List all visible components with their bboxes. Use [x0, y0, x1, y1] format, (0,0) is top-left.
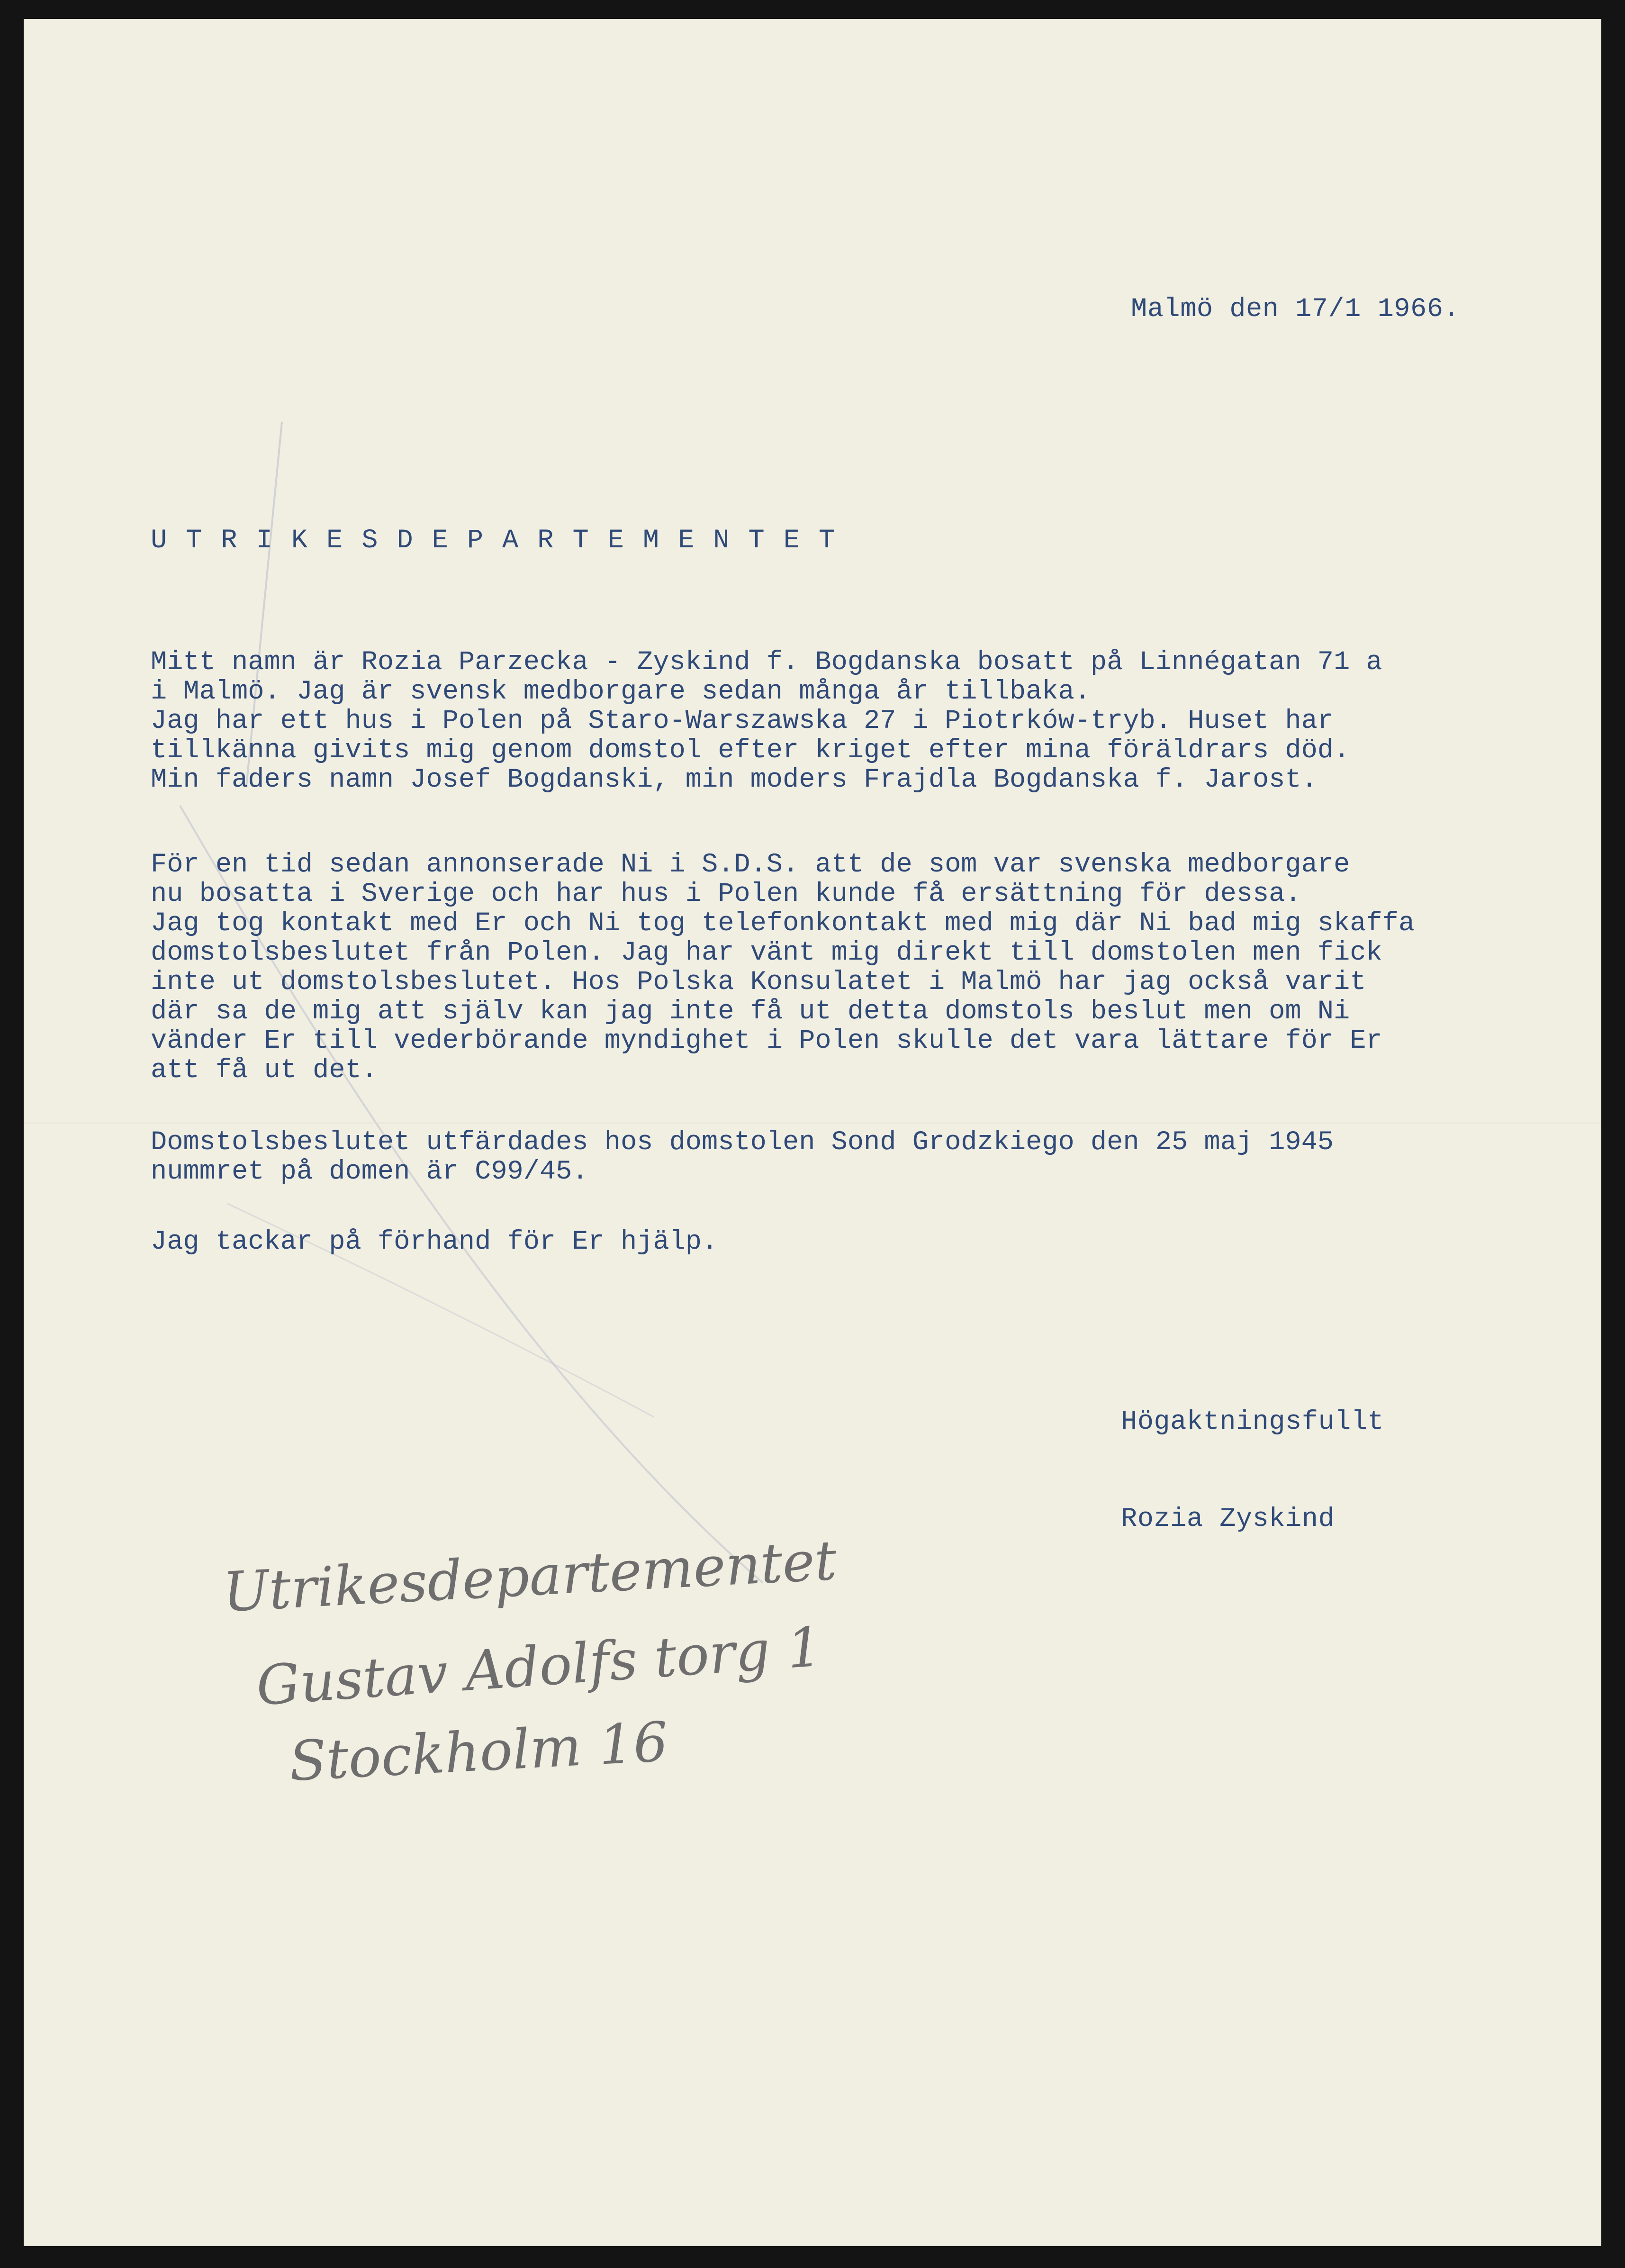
paragraph-line: Domstolsbeslutet utfärdades hos domstolen Sond Grodzkiego den 25 maj 1945: [151, 1127, 1334, 1158]
paragraph-line: tillkänna givits mig genom domstol efter kriget efter mina föräldrars död.: [151, 735, 1350, 766]
paragraph-3: [151, 1128, 1334, 1187]
paragraph-line: nu bosatta i Sverige och har hus i Polen kunde få ersättning för dessa.: [151, 879, 1301, 909]
handwritten-note-line: Utrikesdepartementet: [221, 1529, 839, 1624]
paragraph-line: domstolsbeslutet från Polen. Jag har vänt mig direkt till domstolen men fick: [151, 938, 1382, 968]
recipient-heading: UTRIKESDEPARTEMENTET: [151, 526, 854, 556]
handwritten-note-line: Gustav Adolfs torg 1: [254, 1615, 824, 1718]
signature-name: Rozia Zyskind: [1121, 1504, 1335, 1534]
handwritten-note-line: Stockholm 16: [288, 1710, 670, 1794]
paragraph-line: vänder Er till vederbörande myndighet i Polen skulle det vara lättare för Er: [151, 1026, 1382, 1056]
closing-salutation: Högaktningsfullt: [1121, 1407, 1384, 1437]
paragraph-line: Jag tog kontakt med Er och Ni tog telefonkontakt med mig där Ni bad mig skaffa: [151, 908, 1415, 939]
letter-page: [24, 19, 1601, 2246]
paragraph-line: Min faders namn Josef Bogdanski, min moders Frajdla Bogdanska f. Jarost.: [151, 765, 1318, 795]
paragraph-1: [151, 648, 1382, 795]
paragraph-line: nummret på domen är C99/45.: [151, 1157, 588, 1187]
paragraph-line: Jag tackar på förhand för Er hjälp.: [151, 1227, 718, 1257]
paragraph-line: Jag har ett hus i Polen på Staro-Warszawska 27 i Piotrków-tryb. Huset har: [151, 706, 1334, 736]
paragraph-line: att få ut det.: [151, 1055, 378, 1086]
letter-date: Malmö den 17/1 1966.: [1131, 294, 1460, 325]
paragraph-line: där sa de mig att själv kan jag inte få ut detta domstols beslut men om Ni: [151, 997, 1350, 1027]
paragraph-line: inte ut domstolsbeslutet. Hos Polska Konsulatet i Malmö har jag också varit: [151, 967, 1366, 998]
paragraph-line: i Malmö. Jag är svensk medborgare sedan många år tillbaka.: [151, 677, 1091, 707]
paragraph-line: För en tid sedan annonserade Ni i S.D.S. att de som var svenska medborgare: [151, 850, 1350, 880]
paragraph-2: [151, 850, 1415, 1085]
paragraph-4: [151, 1227, 718, 1257]
paragraph-line: Mitt namn är Rozia Parzecka - Zyskind f. Bogdanska bosatt på Linnégatan 71 a: [151, 647, 1382, 678]
